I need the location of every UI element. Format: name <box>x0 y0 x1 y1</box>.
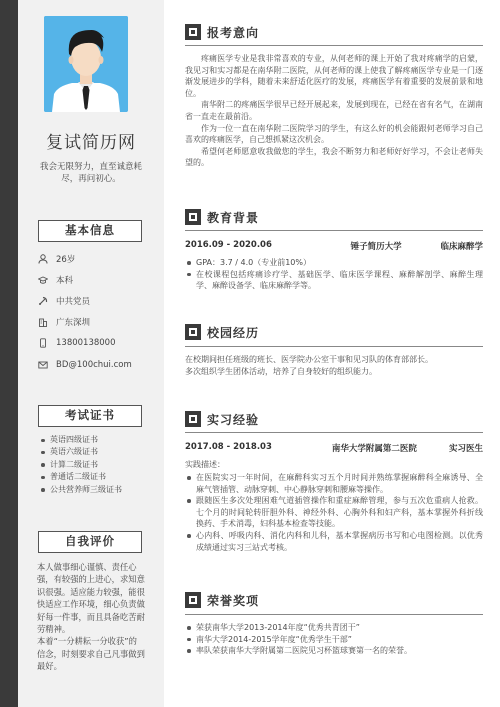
info-email-text[interactable]: BD@100chui.com <box>56 359 132 370</box>
honors-heading <box>185 590 485 610</box>
section-divider <box>185 614 483 615</box>
education-summary <box>185 240 483 252</box>
internship-role: 实习医生 <box>448 444 483 454</box>
campus-line: 多次组织学生团体活动，培养了自身较好的组织能力。 <box>185 366 377 376</box>
internship-period: 2017.08 - 2018.03 <box>185 442 272 452</box>
list-item: 公共营养师三级证书 <box>40 484 158 496</box>
objective-heading <box>185 22 485 42</box>
info-location-text: 广东深圳 <box>56 318 91 329</box>
left-dark-band <box>0 0 18 707</box>
internship-heading <box>185 409 485 429</box>
objective-paragraph: 疼痛医学专业是我非常喜欢的专业，从何老师的课上开始了我对疼痛学的启蒙，我见习和实习都是在南华附二医院，从何老师的课上使我了解疼痛医学专业是一门逐渐发展进步的学科，随着未来舒适化医疗的发展，疼痛医学有着重要的发展前景和地位。 <box>185 54 483 98</box>
education-school: 锤子简历大学 <box>350 242 402 252</box>
objective-text <box>185 53 483 169</box>
info-phone <box>38 333 156 354</box>
info-age <box>38 248 156 269</box>
info-email <box>38 354 156 375</box>
internship-summary <box>185 442 483 454</box>
avatar-illustration-icon <box>44 16 128 112</box>
certificates-heading: 考试证书 <box>38 405 142 427</box>
phone-icon <box>38 338 48 348</box>
info-degree <box>38 269 156 290</box>
internship-company: 南华大学附属第二医院 <box>331 444 417 454</box>
section-marker-icon <box>185 24 201 40</box>
education-period: 2016.09 - 2020.06 <box>185 240 272 250</box>
info-location <box>38 312 156 333</box>
user-icon <box>38 254 48 264</box>
education-heading <box>185 207 485 227</box>
section-marker-icon <box>185 411 201 427</box>
objective-paragraph: 希望何老师愿意收我做您的学生，我会不断努力和老师好好学习，不会让老师失望的。 <box>185 146 483 168</box>
basic-info-heading: 基本信息 <box>38 220 142 242</box>
building-icon <box>38 317 48 327</box>
objective-paragraph: 作为一位一直在南华附二医院学习的学生，有这么好的机会能跟何老师学习自己喜欢的疼痛医学，自己想抓紧这次机会。 <box>185 123 483 145</box>
campus-line: 在校期间担任班级的班长、医学院办公室干事和见习队的体育部部长。 <box>185 355 433 364</box>
campus-heading <box>185 322 485 342</box>
list-item: 英语四级证书 <box>40 434 158 446</box>
education-major: 临床麻醉学 <box>440 242 483 252</box>
section-marker-icon <box>185 324 201 340</box>
candidate-name: 复试简历网 <box>46 133 136 153</box>
honors-title: 荣誉奖项 <box>207 593 260 608</box>
certificates-list <box>40 434 158 496</box>
section-divider <box>185 346 483 347</box>
info-politics-text: 中共党员 <box>56 296 91 307</box>
list-item: 普通话二级证书 <box>40 471 158 483</box>
section-divider <box>185 45 483 46</box>
graduation-cap-icon <box>38 275 48 285</box>
internship-intro: 实践描述： <box>185 460 225 469</box>
list-item: 率队荣获南华大学附属第二医院见习杯篮球赛第一名的荣誉。 <box>185 645 483 657</box>
list-item: 计算二级证书 <box>40 459 158 471</box>
basic-info-list <box>38 248 156 375</box>
info-politics <box>38 290 156 311</box>
avatar <box>44 16 128 112</box>
self-evaluation-paragraph: 本着“一分耕耘一分收获”的信念，时刻要求自己凡事做到最好。 <box>37 636 145 672</box>
list-item: 在医院实习一年时间，在麻醉科实习五个月时间并熟练掌握麻醉科全麻诱导、全麻气管插管、动脉穿刺、中心静脉穿刺和腰麻等操作。 <box>185 472 483 495</box>
list-item: GPA：3.7 / 4.0（专业前10%） <box>185 257 483 269</box>
party-emblem-icon <box>38 296 48 306</box>
objective-paragraph: 南华附二的疼痛医学很早已经开展起来，发展到现在，已经在省有名气，在湖南省一直走在最前沿。 <box>185 100 483 121</box>
honors-list <box>185 622 483 657</box>
list-item: 跟随医生多次处理困难气道插管操作和重症麻醉管理，参与五次危重病人抢救。七个月的时间轮转肝胆外科、神经外科、心胸外科和妇产科，基本掌握外科折线换药、手术消毒，妇科基本检查等技能。 <box>185 495 483 530</box>
list-item: 英语六级证书 <box>40 446 158 458</box>
section-marker-icon <box>185 592 201 608</box>
info-age-text: 26岁 <box>56 254 76 265</box>
education-title: 教育背景 <box>207 210 260 225</box>
info-degree-text: 本科 <box>56 275 74 286</box>
self-evaluation-heading: 自我评价 <box>38 531 142 553</box>
self-evaluation-text <box>37 561 145 673</box>
list-item: 荣获南华大学2013-2014年度“优秀共青团干” <box>185 622 483 634</box>
education-details <box>185 257 483 292</box>
email-icon <box>38 360 48 370</box>
campus-text <box>185 354 483 377</box>
list-item: 南华大学2014-2015学年度“优秀学生干部” <box>185 634 483 646</box>
campus-title: 校园经历 <box>207 325 260 340</box>
section-divider <box>185 230 483 231</box>
list-item: 在校课程包括疼痛诊疗学、基础医学、临床医学课程、麻醉解剖学、麻醉生理学、麻醉设备学、临床麻醉学等。 <box>185 269 483 292</box>
internship-details <box>185 472 483 553</box>
info-phone-text[interactable]: 13800138000 <box>56 338 116 349</box>
candidate-motto: 我会无限努力，直至诚意耗尽，再问初心。 <box>39 162 142 184</box>
section-divider <box>185 432 483 433</box>
objective-title: 报考意向 <box>207 25 260 40</box>
list-item: 心内科、呼吸内科、消化内科和儿科，基本掌握病历书写和心电图检测。以优秀成绩通过实习三站式考核。 <box>185 530 483 553</box>
section-marker-icon <box>185 209 201 225</box>
internship-title: 实习经验 <box>207 412 260 427</box>
self-evaluation-paragraph: 本人做事细心谨慎、责任心强，有较强的上进心，求知意识很强。适应能力较强，能很快适应工作环境，细心负责做好每一件事，而且具备吃苦耐劳精神。 <box>37 562 145 635</box>
